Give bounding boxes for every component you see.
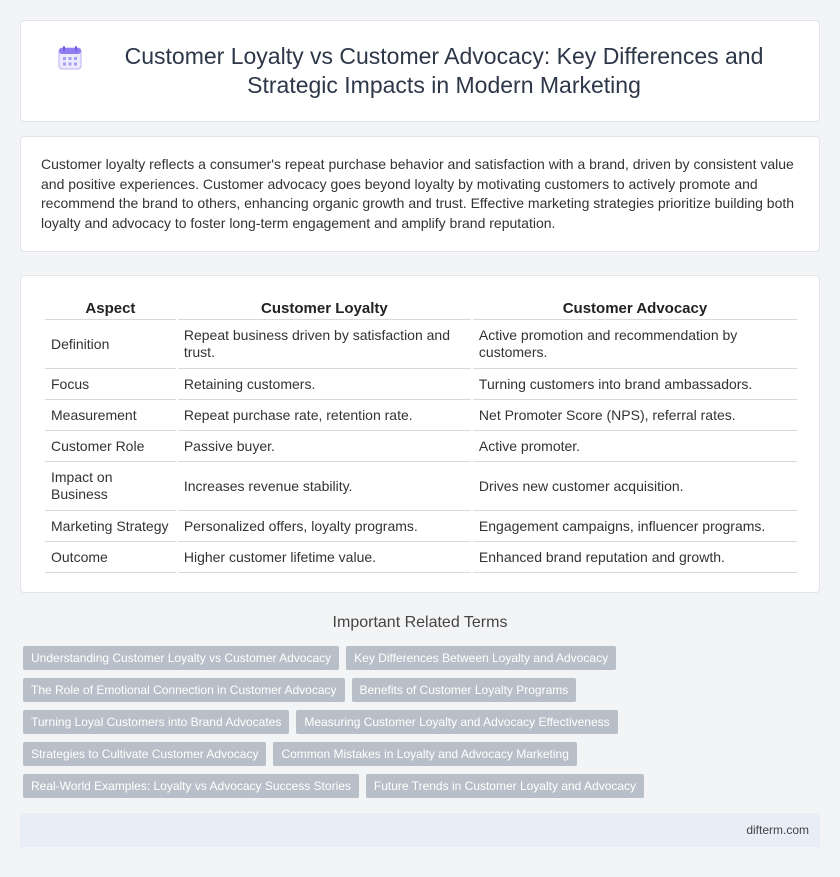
row-loyalty: Higher customer lifetime value. [178,542,471,573]
table-row [45,431,797,462]
table-row [45,320,797,369]
row-advocacy: Active promoter. [473,431,797,462]
table-row [45,511,797,542]
related-terms-title: Important Related Terms [332,614,508,631]
intro-card [20,136,820,252]
row-aspect: Definition [45,320,176,369]
related-terms-list [23,646,823,806]
header-aspect: Aspect [45,294,176,320]
related-term-link[interactable]: Turning Loyal Customers into Brand Advocates [23,710,289,734]
row-aspect: Impact on Business [45,462,176,511]
intro-paragraph: Customer loyalty reflects a consumer's repeat purchase behavior and satisfaction with a brand, driven by consistent value and positive experiences. Customer advocacy goes beyond loyalty by motivating customers to actively promote and recommend the brand to others, enhancing organic growth and trust. Effective marketing strategies prioritize building both loyalty and advocacy to foster long-term engagement and amplify brand reputation. [41,156,795,231]
row-loyalty: Personalized offers, loyalty programs. [178,511,471,542]
header-customer-advocacy: Customer Advocacy [473,294,797,320]
calendar-grid-icon [56,44,84,72]
related-term-link[interactable]: Key Differences Between Loyalty and Advocacy [346,646,616,670]
row-advocacy: Net Promoter Score (NPS), referral rates. [473,400,797,431]
table-header-row [45,294,797,320]
comparison-table [43,294,799,573]
related-term-link[interactable]: Benefits of Customer Loyalty Programs [352,678,577,702]
row-aspect: Focus [45,369,176,400]
related-term-link[interactable]: Future Trends in Customer Loyalty and Advocacy [366,774,644,798]
row-loyalty: Increases revenue stability. [178,462,471,511]
footer [20,813,820,847]
related-term-link[interactable]: Strategies to Cultivate Customer Advocacy [23,742,266,766]
row-advocacy: Enhanced brand reputation and growth. [473,542,797,573]
row-loyalty: Retaining customers. [178,369,471,400]
row-advocacy: Drives new customer acquisition. [473,462,797,511]
row-aspect: Measurement [45,400,176,431]
page-title: Customer Loyalty vs Customer Advocacy: Key Differences and Strategic Impacts in Modern Marketing [124,43,764,98]
row-aspect: Outcome [45,542,176,573]
related-term-link[interactable]: The Role of Emotional Connection in Customer Advocacy [23,678,345,702]
related-term-link[interactable]: Common Mistakes in Loyalty and Advocacy Marketing [273,742,576,766]
row-advocacy: Engagement campaigns, influencer programs. [473,511,797,542]
row-aspect: Marketing Strategy [45,511,176,542]
related-term-link[interactable]: Measuring Customer Loyalty and Advocacy Effectiveness [296,710,617,734]
comparison-table-card [20,275,820,593]
row-aspect: Customer Role [45,431,176,462]
row-loyalty: Repeat purchase rate, retention rate. [178,400,471,431]
table-row [45,400,797,431]
row-loyalty: Repeat business driven by satisfaction and trust. [178,320,471,369]
header-card [20,20,820,122]
related-term-link[interactable]: Understanding Customer Loyalty vs Customer Advocacy [23,646,339,670]
row-advocacy: Active promotion and recommendation by customers. [473,320,797,369]
table-row [45,369,797,400]
footer-site-link[interactable]: difterm.com [746,823,809,837]
row-loyalty: Passive buyer. [178,431,471,462]
header-customer-loyalty: Customer Loyalty [178,294,471,320]
table-row [45,462,797,511]
row-advocacy: Turning customers into brand ambassadors. [473,369,797,400]
related-term-link[interactable]: Real-World Examples: Loyalty vs Advocacy Success Stories [23,774,359,798]
table-row [45,542,797,573]
